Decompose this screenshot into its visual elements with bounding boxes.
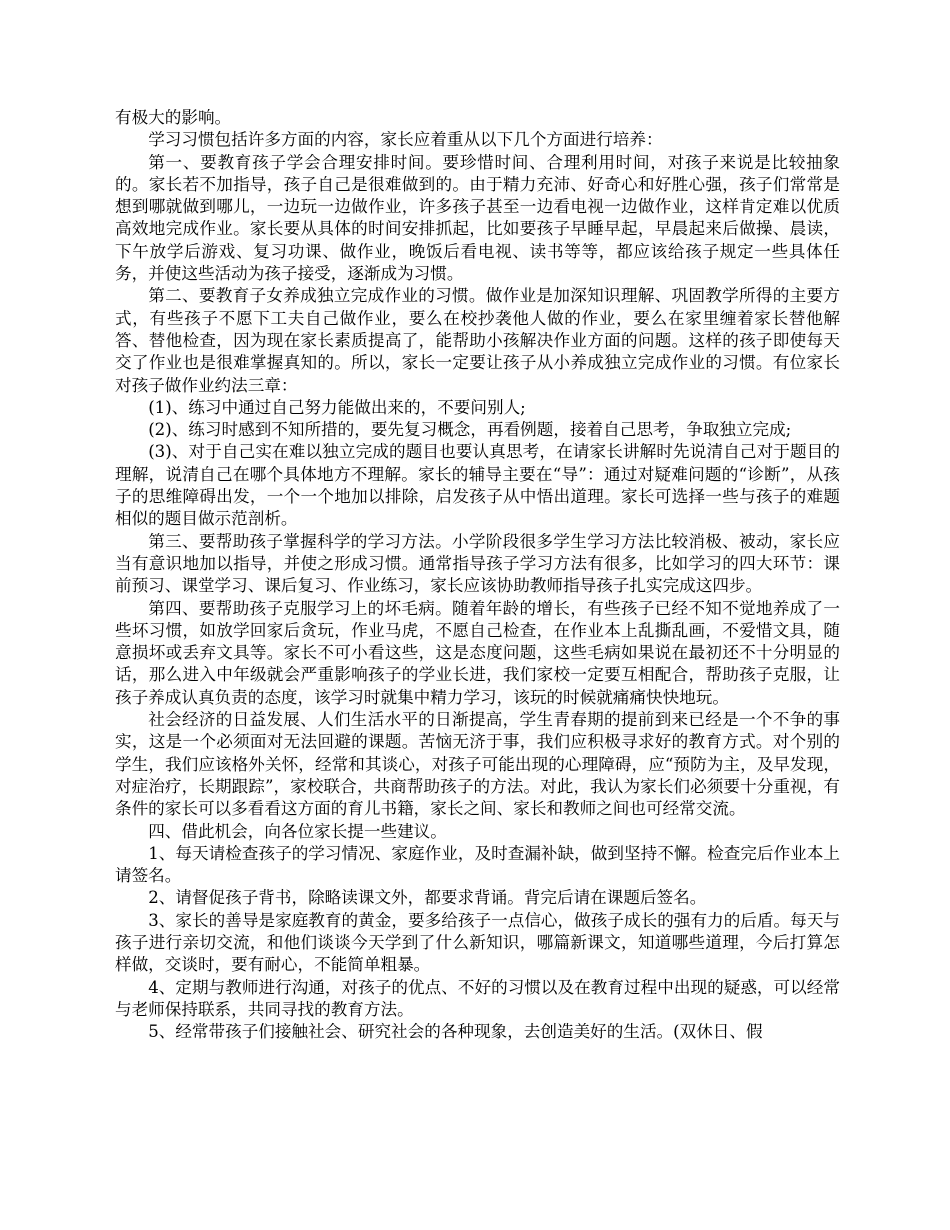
rule-item-3: (3)、对于自己实在难以独立完成的题目也要认真思考，在请家长讲解时先说清自己对于题目的理解，说清自己在哪个具体地方不理解。家长的辅导主要在“导”：通过对疑难问题的“诊断”，从孩子的思维障碍出发，一个一个地加以排除，启发孩子从中悟出道理。家长可选择一些与孩子的难题相似的题目做示范剖析。: [115, 442, 840, 529]
suggestion-item-4: 4、定期与教师进行沟通，对孩子的优点、不好的习惯以及在教育过程中出现的疑惑，可以经常与老师保持联系，共同寻找的教育方法。: [115, 977, 840, 1019]
paragraph-point-3: 第三、要帮助孩子掌握科学的学习方法。小学阶段很多学生学习方法比较消极、被动，家长应当有意识地加以指导，并使之形成习惯。通常指导孩子学习方法有很多，比如学习的四大环节：课前预习、课堂学习、课后复习、作业练习，家长应该协助教师指导孩子扎实完成这四步。: [115, 531, 840, 596]
paragraph-intro: 学习习惯包括许多方面的内容，家长应着重从以下几个方面进行培养：: [148, 130, 663, 150]
paragraph-point-1: 第一、要教育孩子学会合理安排时间。要珍惜时间、合理利用时间，对孩子来说是比较抽象的。家长若不加指导，孩子自己是很难做到的。由于精力充沛、好奇心和好胜心强，孩子们常常是想到哪就做到哪儿，一边玩一边做作业，许多孩子甚至一边看电视一边做作业，这样肯定难以优质高效地完成作业。家长要从具体的时间安排抓起，比如要孩子早睡早起，早晨起来后做操、晨读，下午放学后游戏、复习功课、做作业，晚饭后看电视、读书等等，都应该给孩子规定一些具体任务，并使这些活动为孩子接受，逐渐成为习惯。: [115, 152, 840, 284]
suggestion-item-1: 1、每天请检查孩子的学习情况、家庭作业，及时查漏补缺，做到坚持不懈。检查完后作业本上请签名。: [115, 843, 840, 886]
suggestion-item-3: 3、家长的善导是家庭教育的黄金，要多给孩子一点信心，做孩子成长的强有力的后盾。每天与孩子进行亲切交流，和他们谈谈今天学到了什么新知识，哪篇新课文，知道哪些道理，今后打算怎样做，交谈时，要有耐心，不能简单粗暴。: [115, 910, 840, 975]
suggestion-item-2: 2、请督促孩子背书，除略读课文外，都要求背诵。背完后请在课题后签名。: [148, 888, 707, 908]
paragraph-point-4: 第四、要帮助孩子克服学习上的坏毛病。随着年龄的增长，有些孩子已经不知不觉地养成了一些坏习惯，如放学回家后贪玩，作业马虎，不愿自己检查，在作业本上乱撕乱画，不爱惜文具，随意损坏或丢弃文具等。家长不可小看这些，这是态度问题，这些毛病如果说在最初还不十分明显的话，那么进入中年级就会严重影响孩子的学业长进，我们家校一定要互相配合，帮助孩子克服，让孩子养成认真负责的态度，该学习时就集中精力学习，该玩的时候就痛痛快快地玩。: [115, 598, 840, 707]
section-heading-suggestions: 四、借此机会，向各位家长提一些建议。: [148, 821, 447, 841]
rule-item-2: (2)、练习时感到不知所措的，要先复习概念，再看例题，接着自己思考，争取独立完成;: [148, 420, 792, 440]
paragraph-continuation: 有极大的影响。: [115, 108, 232, 127]
paragraph-point-2: 第二、要教育子女养成独立完成作业的习惯。做作业是加深知识理解、巩固教学所得的主要方式，有些孩子不愿下工夫自己做作业，要么在校抄袭他人做的作业，要么在家里缠着家长替他解答、替他检查，因为现在家长素质提高了，能帮助小孩解决作业方面的问题。这样的孩子即使每天交了作业也是很难掌握真知的。所以，家长一定要让孩子从小养成独立完成作业的习惯。有位家长对孩子做作业约法三章：: [115, 286, 840, 395]
rule-item-1: (1)、练习中通过自己努力能做出来的，不要问别人;: [148, 397, 526, 417]
paragraph-society: 社会经济的日益发展、人们生活水平的日渐提高，学生青春期的提前到来已经是一个不争的事实，这是一个必须面对无法回避的课题。苦恼无济于事，我们应积极寻求好的教育方式。对个别的学生，我们应该格外关怀，经常和其谈心，对孩子可能出现的心理障碍，应“预防为主，及早发现，对症治疗，长期跟踪”，家校联合，共商帮助孩子的方法。对此，我认为家长们必须要十分重视，有条件的家长可以多看看这方面的育儿书籍，家长之间、家长和教师之间也可经常交流。: [115, 710, 840, 819]
suggestion-item-5: 5、经常带孩子们接触社会、研究社会的各种现象，去创造美好的生活。(双休日、假: [148, 1022, 763, 1042]
document-page: [115, 107, 840, 1043]
